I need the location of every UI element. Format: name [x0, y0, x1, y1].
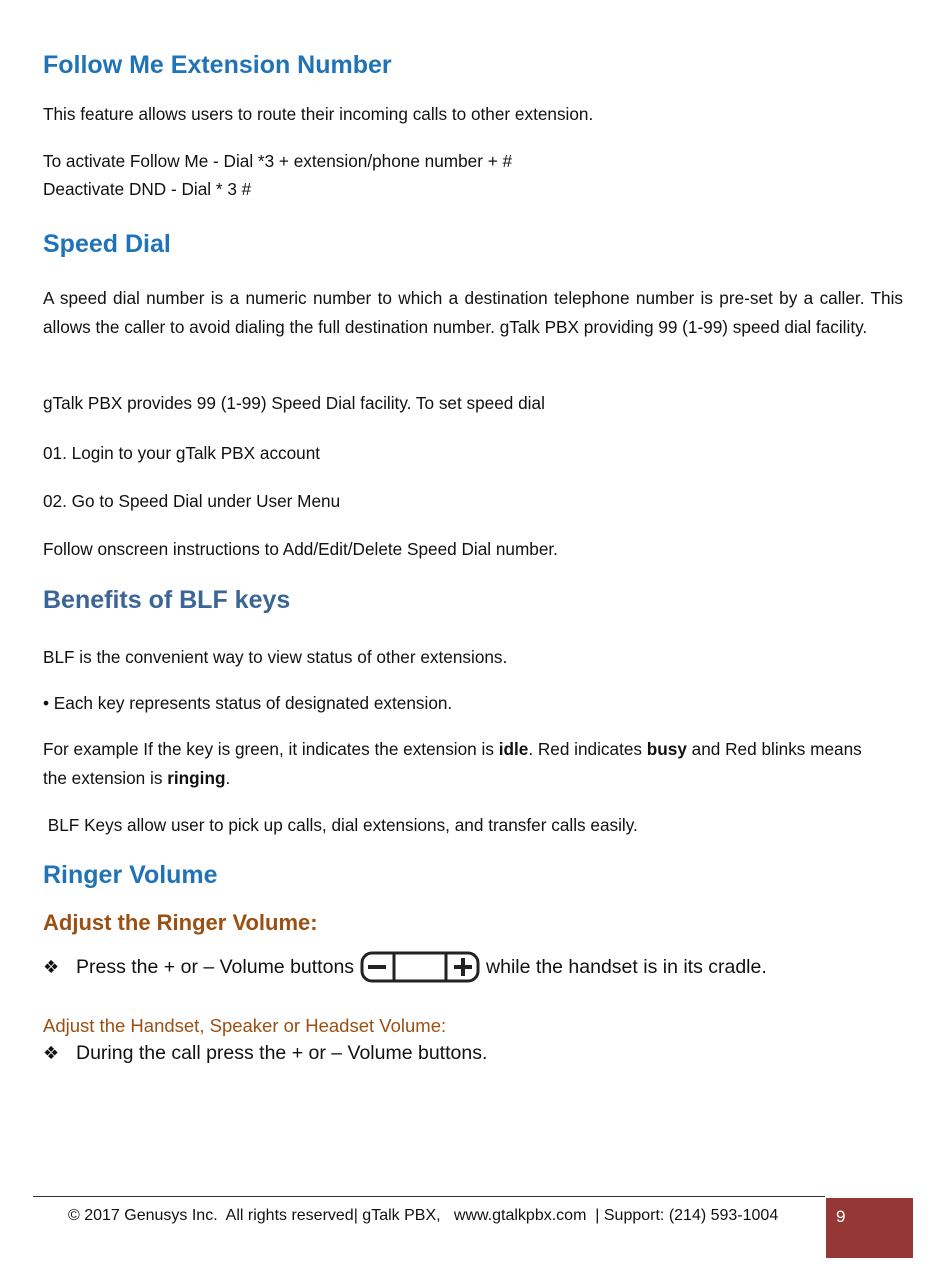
speed-dial-instructions: Follow onscreen instructions to Add/Edit/Delete Speed Dial number.	[43, 539, 558, 559]
blf-heading: Benefits of BLF keys	[43, 586, 291, 614]
page-number: 9	[836, 1207, 846, 1226]
ringing-term: ringing	[167, 767, 226, 788]
blf-paragraph: BLF is the convenient way to view status of other extensions.	[43, 647, 508, 667]
volume-buttons-icon	[360, 950, 480, 984]
busy-term: busy	[646, 739, 687, 759]
handset-bullet-text: During the call press the + or – Volume buttons.	[76, 1042, 488, 1064]
speed-dial-step-2: 02. Go to Speed Dial under User Menu	[43, 491, 341, 511]
follow-me-deactivate: Deactivate DND - Dial * 3 #	[43, 179, 252, 199]
ringer-volume-heading: Ringer Volume	[43, 861, 218, 889]
diamond-bullet-icon: ❖	[43, 1043, 60, 1063]
page-number-box	[826, 1198, 913, 1258]
follow-me-heading: Follow Me Extension Number	[43, 51, 392, 79]
footer-divider	[33, 1196, 825, 1197]
ringer-bullet-text: Press the + or – Volume buttons	[76, 955, 355, 978]
footer-text: © 2017 Genusys Inc. All rights reserved| gTalk PBX, www.gtalkpbx.com | Support: (214) 593-1004	[68, 1207, 779, 1224]
idle-term: idle	[498, 739, 529, 759]
handset-bullet	[43, 1042, 487, 1065]
speed-dial-heading: Speed Dial	[43, 230, 171, 258]
speed-dial-paragraph-2: gTalk PBX provides 99 (1-99) Speed Dial facility. To set speed dial	[43, 393, 545, 413]
blf-bullet: • Each key represents status of designated extension.	[43, 693, 453, 713]
diamond-bullet-icon: ❖	[43, 956, 60, 977]
follow-me-intro: This feature allows users to route their incoming calls to other extension.	[43, 104, 594, 124]
speed-dial-step-1: 01. Login to your gTalk PBX account	[43, 443, 321, 463]
blf-example: For example If the key is green, it indicates the extension is idle. Red indicates busy and Red blinks means the extension is ringing.	[43, 739, 862, 788]
follow-me-activate: To activate Follow Me - Dial *3 + extension/phone number + #	[43, 151, 513, 171]
adjust-handset-subheading: Adjust the Handset, Speaker or Headset Volume:	[43, 1015, 447, 1036]
blf-keys-paragraph: BLF Keys allow user to pick up calls, dial extensions, and transfer calls easily.	[43, 815, 638, 835]
speed-dial-paragraph: A speed dial number is a numeric number to which a destination telephone number is pre-set by a caller. This allows the caller to avoid dialing the full destination number. gTalk PBX providing 99 (1-99) speed dial facility.	[43, 288, 903, 337]
adjust-ringer-subheading: Adjust the Ringer Volume:	[43, 910, 318, 935]
ringer-bullet-suffix: while the handset is in its cradle.	[486, 955, 767, 978]
ringer-bullet	[43, 950, 767, 984]
